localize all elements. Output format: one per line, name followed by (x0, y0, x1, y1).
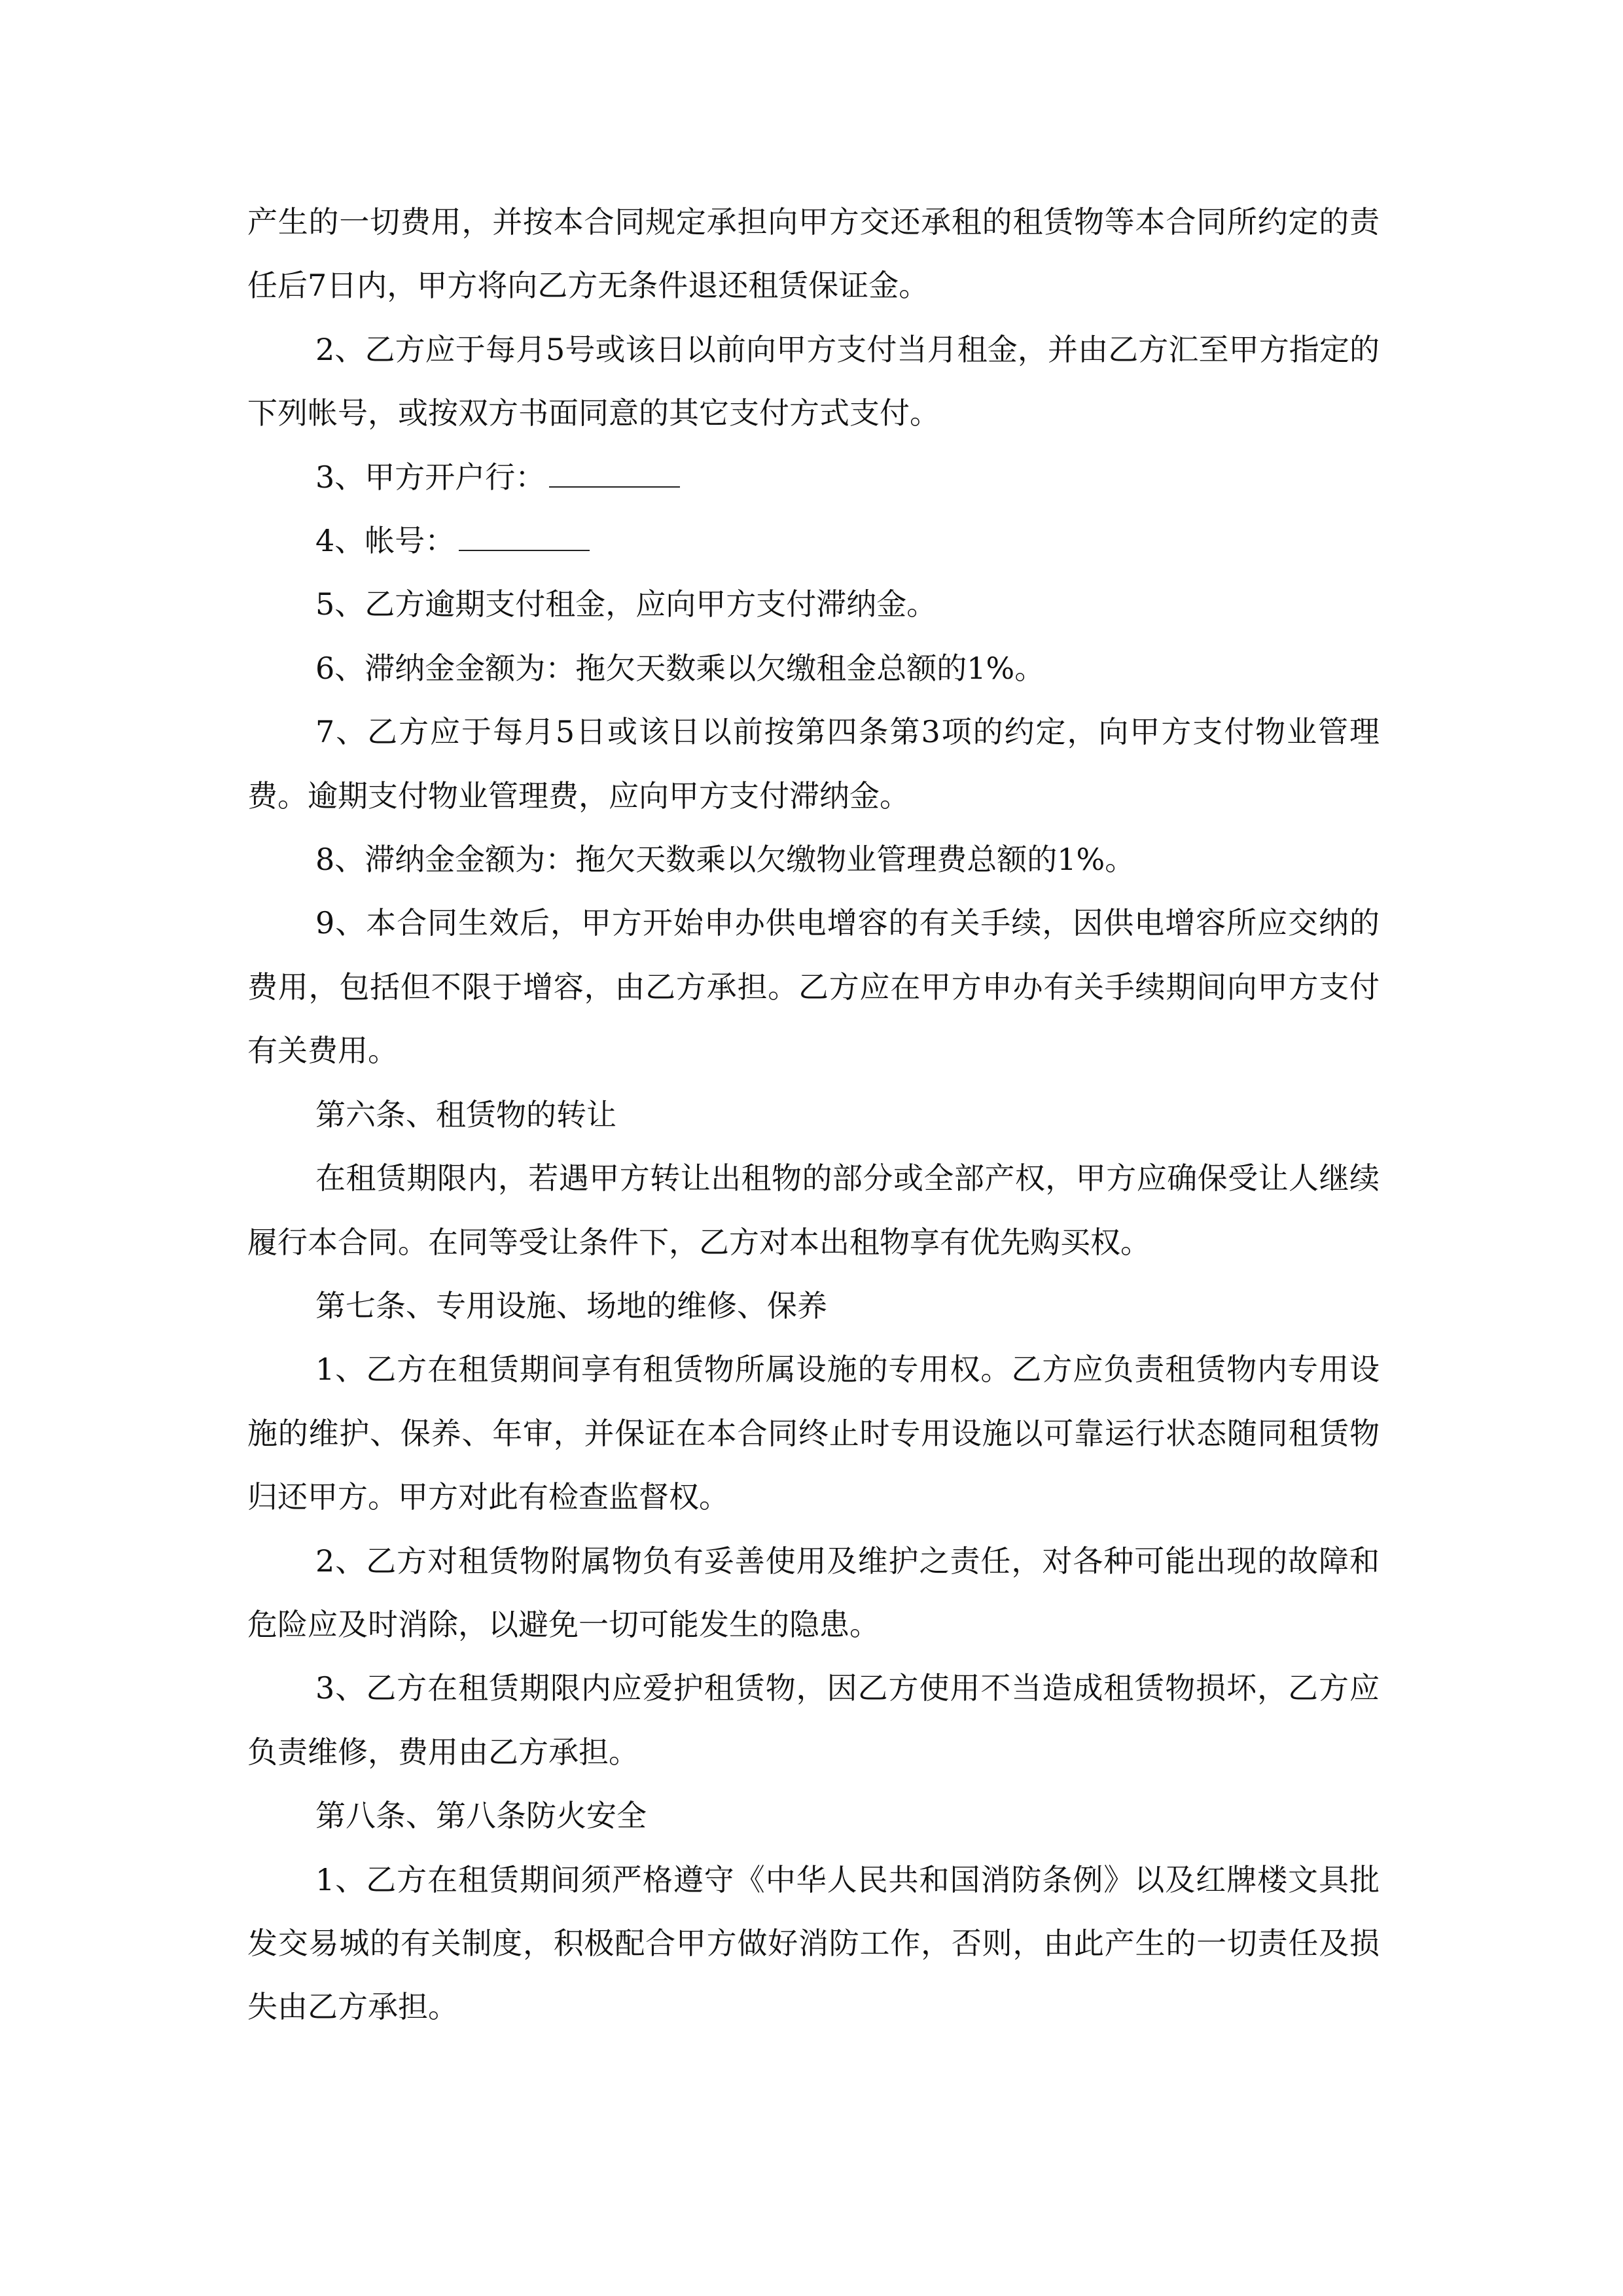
paragraph-exclusive-facilities: 1、乙方在租赁期间享有租赁物所属设施的专用权。乙方应负责租赁物内专用设施的维护、保养、年审，并保证在本合同终止时专用设施以可靠运行状态随同租赁物归还甲方。甲方对此有检查监督权。 (247, 1352, 1380, 1515)
account-number-label: 4、帐号： (315, 523, 455, 559)
paragraph-fire-regulations: 1、乙方在租赁期间须严格遵守《中华人民共和国消防条例》以及红牌楼文具批发交易城的有关制度，积极配合甲方做好消防工作，否则，由此产生的一切责任及损失由乙方承担。 (247, 1861, 1380, 2025)
heading-article-6-transfer: 第六条、租赁物的转让 (315, 1096, 616, 1132)
account-number-blank-line (459, 549, 590, 551)
paragraph-late-rent-fee-amount: 6、滞纳金金额为：拖欠天数乘以欠缴租金总额的1%。 (315, 650, 1045, 686)
bank-of-deposit-label: 3、甲方开户行： (315, 459, 546, 495)
paragraph-bank-of-deposit (247, 446, 1380, 509)
paragraph-transfer-of-property: 在租赁期限内，若遇甲方转让出租物的部分或全部产权，甲方应确保受让人继续履行本合同。在同等受让条件下，乙方对本出租物享有优先购买权。 (247, 1160, 1380, 1260)
paragraph-late-rent-fee: 5、乙方逾期支付租金，应向甲方支付滞纳金。 (315, 586, 937, 622)
paragraph-late-property-fee-amount: 8、滞纳金金额为：拖欠天数乘以欠缴物业管理费总额的1%。 (315, 842, 1135, 878)
paragraph-power-capacity-increase: 9、本合同生效后，甲方开始申办供电增容的有关手续，因供电增容所应交纳的费用，包括但不限于增容，由乙方承担。乙方应在甲方申办有关手续期间向甲方支付有关费用。 (247, 905, 1380, 1069)
paragraph-account-number (247, 509, 1380, 573)
paragraph-appurtenance-care: 2、乙方对租赁物附属物负有妥善使用及维护之责任，对各种可能出现的故障和危险应及时消除，以避免一切可能发生的隐患。 (247, 1543, 1380, 1642)
heading-article-7-maintenance: 第七条、专用设施、场地的维修、保养 (315, 1287, 827, 1323)
paragraph-continued-deposit-refund: 产生的一切费用，并按本合同规定承担向甲方交还承租的租赁物等本合同所约定的责任后7日内，甲方将向乙方无条件退还租赁保证金。 (247, 204, 1380, 304)
paragraph-monthly-rent-payment: 2、乙方应于每月5号或该日以前向甲方支付当月租金，并由乙方汇至甲方指定的下列帐号，或按双方书面同意的其它支付方式支付。 (247, 331, 1380, 431)
paragraph-damage-repair: 3、乙方在租赁期限内应爱护租赁物，因乙方使用不当造成租赁物损坏，乙方应负责维修，费用由乙方承担。 (247, 1670, 1380, 1770)
paragraph-property-fee-payment: 7、乙方应于每月5日或该日以前按第四条第3项的约定，向甲方支付物业管理费。逾期支付物业管理费，应向甲方支付滞纳金。 (247, 714, 1380, 814)
heading-article-8-fire-safety: 第八条、第八条防火安全 (315, 1798, 647, 1834)
contract-body (247, 190, 1380, 2039)
bank-of-deposit-blank-line (549, 486, 680, 488)
